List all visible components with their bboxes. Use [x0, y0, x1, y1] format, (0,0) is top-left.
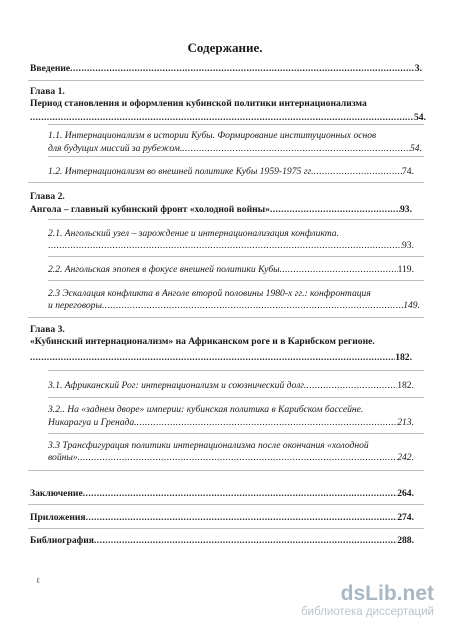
toc-leader-dots — [30, 112, 414, 123]
toc-entry-label: Приложения — [30, 512, 86, 523]
toc-leader-dots — [80, 452, 397, 463]
toc-entry-page: 93. — [402, 240, 414, 251]
section-divider — [28, 317, 424, 318]
toc-entry-label: и переговоры — [48, 300, 102, 311]
toc-entry-bibliography — [30, 535, 414, 546]
chapter-1-title: Период становления и оформления кубинской политики интернационализма — [30, 98, 367, 109]
section-divider — [48, 256, 424, 257]
chapter-2-entry — [30, 204, 412, 215]
toc-entry-label: 1.2. Интернационализм во внешней политике Кубы 1959-1975 гг. — [48, 166, 314, 177]
margin-mark: ℓ — [36, 576, 40, 585]
chapter-1-page-row — [30, 112, 426, 123]
toc-entry-page: 74. — [402, 166, 414, 177]
section-divider — [48, 156, 424, 157]
section-divider — [28, 528, 424, 529]
toc-leader-dots — [94, 535, 397, 546]
toc-entry-label: для будущих миссий за рубежом. — [48, 143, 183, 154]
toc-entry-conclusion — [30, 488, 414, 499]
watermark-logo: dsLib.net — [340, 582, 434, 605]
toc-leader-dots — [137, 417, 398, 428]
section-2-2-entry — [48, 264, 414, 275]
section-3-2-title: 3.2.. На «заднем дворе» империи: кубинская политика в Карибском бассейне. — [48, 404, 364, 415]
toc-leader-dots — [306, 380, 397, 391]
toc-entry-page: 182. — [395, 352, 412, 363]
section-divider — [48, 370, 424, 371]
toc-entry-page: 54. — [414, 112, 426, 123]
section-divider — [48, 124, 424, 125]
toc-leader-dots — [182, 143, 410, 154]
toc-entry-label: войны». — [48, 452, 81, 463]
section-2-3-page-row — [48, 300, 420, 311]
toc-entry-appendix — [30, 512, 414, 523]
toc-entry-label: Никарагуа и Гренада. — [48, 417, 137, 428]
section-2-1-title: 2.1. Ангольский узел – зарождение и интернационализация конфликта. — [48, 228, 339, 239]
section-2-1-page-row — [48, 240, 414, 251]
toc-leader-dots — [48, 240, 402, 251]
toc-entry-page: 119. — [397, 264, 414, 275]
toc-entry-label: 3.1. Африканский Рог: интернационализм и союзнический долг. — [48, 380, 307, 391]
toc-entry-label: Ангола – главный кубинский фронт «холодной войны» — [30, 204, 270, 215]
section-1-1-title: 1.1. Интернационализм в истории Кубы. Формирование институционных основ — [48, 130, 377, 141]
section-1-2-entry — [48, 166, 414, 177]
section-3-3-title: 3.3 Трансфигурация политики интернационализма после окончания «холодной — [48, 440, 369, 451]
toc-entry-label: Введение — [30, 63, 71, 74]
section-2-3-title: 2.3 Эскалация конфликта в Анголе второй половины 1980-х гг.: конфронтация — [48, 288, 371, 299]
toc-entry-page: 182. — [397, 380, 414, 391]
toc-entry-page: 54. — [410, 143, 422, 154]
toc-leader-dots — [83, 488, 397, 499]
toc-entry-page: 274. — [397, 512, 414, 523]
toc-entry-label: Заключение — [30, 488, 83, 499]
toc-entry-label: Библиография — [30, 535, 94, 546]
toc-entry-label: 2.2. Ангольская эпопея в фокусе внешней политики Кубы. — [48, 264, 283, 275]
toc-entry-page: 264. — [397, 488, 414, 499]
toc-leader-dots — [313, 166, 402, 177]
toc-entry-page: 149. — [403, 300, 420, 311]
page-title: Содержание. — [187, 40, 263, 55]
section-3-1-entry — [48, 380, 414, 391]
section-divider — [28, 182, 424, 183]
section-divider — [48, 433, 424, 434]
section-3-2-page-row — [48, 417, 414, 428]
toc-leader-dots — [30, 352, 395, 363]
toc-entry-page: 242. — [397, 452, 414, 463]
toc-leader-dots — [86, 512, 398, 523]
toc-leader-dots — [102, 300, 403, 311]
toc-leader-dots — [270, 204, 400, 215]
section-divider — [48, 219, 424, 220]
toc-entry-page: 3. — [414, 63, 422, 74]
chapter-3-heading: Глава 3. — [30, 324, 65, 335]
section-divider — [48, 397, 424, 398]
watermark-subtitle: библиотека диссертаций — [301, 606, 434, 618]
chapter-1-heading: Глава 1. — [30, 86, 65, 97]
toc-entry-page: 288. — [397, 535, 414, 546]
section-divider — [28, 80, 424, 81]
section-divider — [48, 280, 424, 281]
chapter-3-page-row — [30, 352, 412, 363]
toc-leader-dots — [70, 63, 415, 74]
watermark — [301, 583, 434, 618]
section-1-1-page-row — [48, 143, 422, 154]
section-3-3-page-row — [48, 452, 414, 463]
chapter-3-title: «Кубинский интернационализм» на Африканском роге и в Карибском регионе. — [30, 336, 375, 347]
section-divider — [28, 470, 424, 471]
toc-leader-dots — [282, 264, 398, 275]
toc-entry-introduction — [30, 63, 422, 74]
chapter-2-heading: Глава 2. — [30, 191, 65, 202]
section-divider — [28, 504, 424, 505]
toc-entry-page: 213. — [397, 417, 414, 428]
toc-entry-page: 93. — [400, 204, 412, 215]
